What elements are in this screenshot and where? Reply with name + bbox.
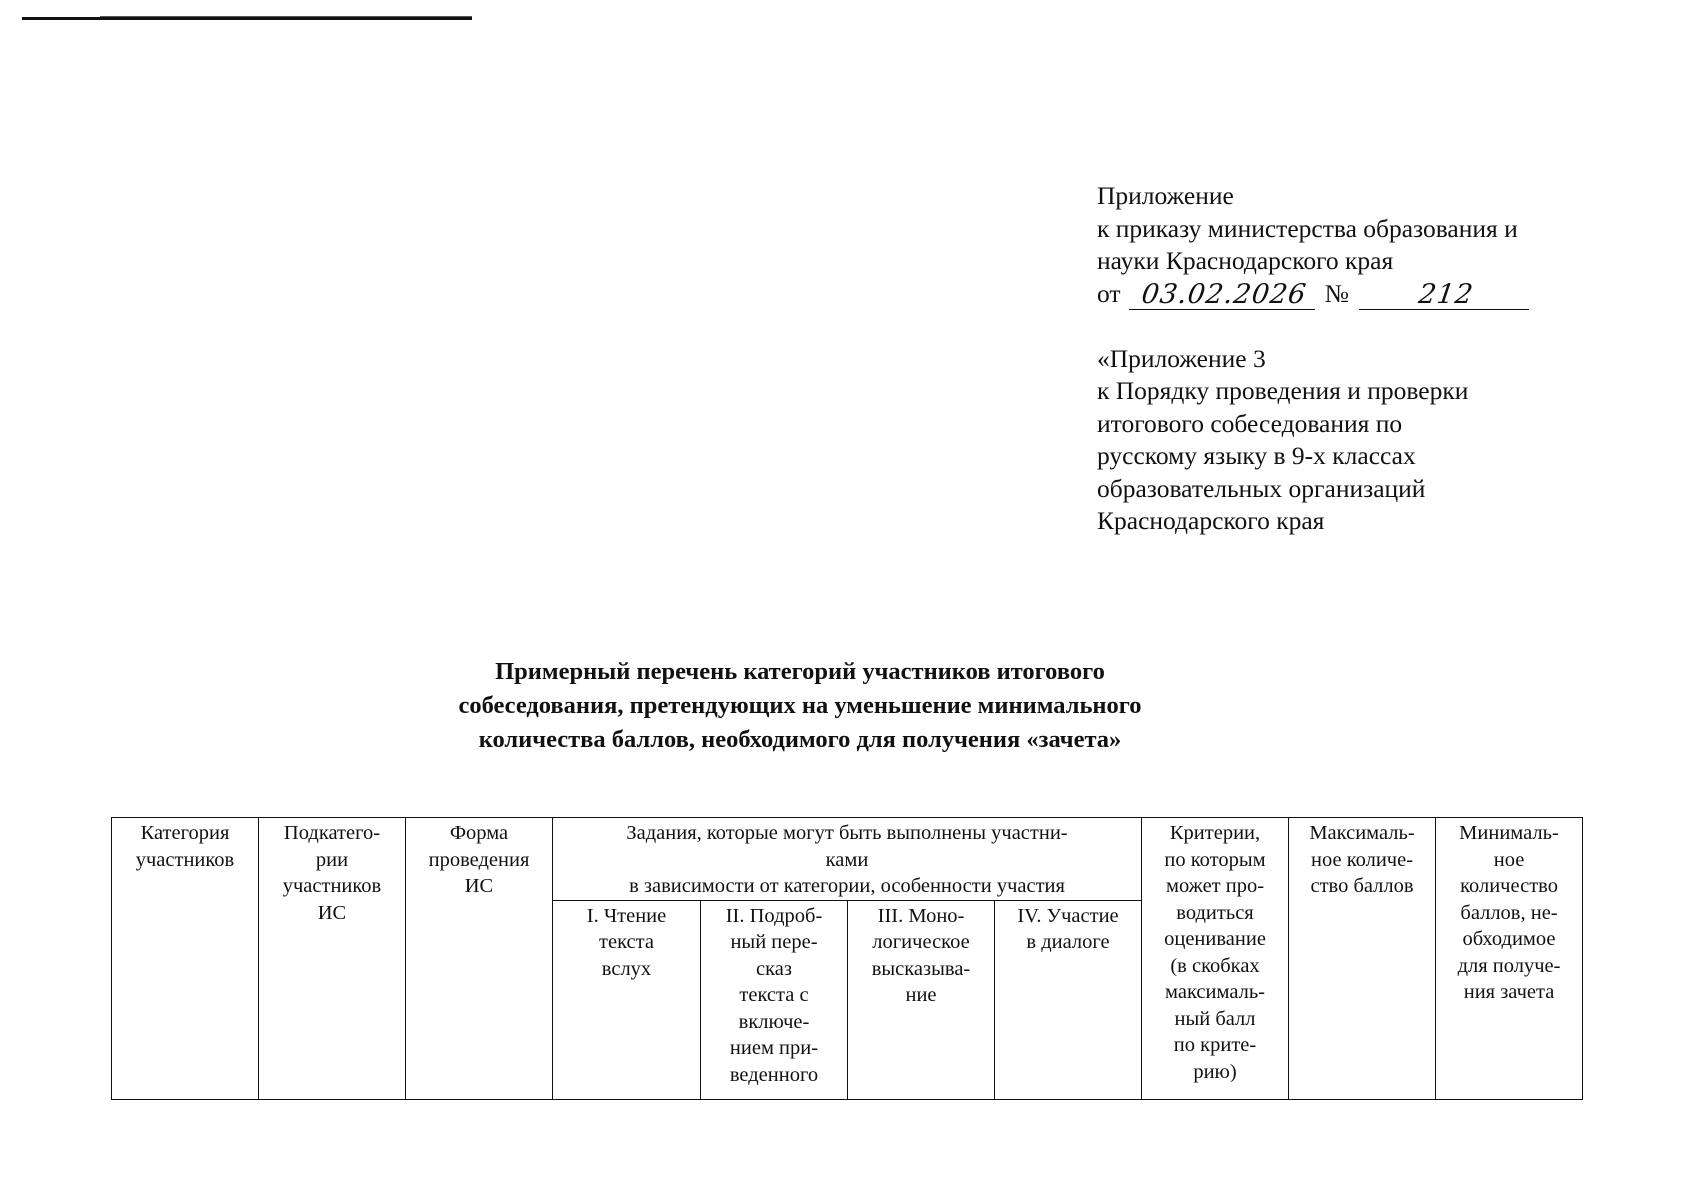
header-text: баллов, не- [1460, 901, 1558, 924]
header-task-retelling [701, 900, 848, 1100]
header-text: участников [135, 848, 235, 871]
header-text: текста с [739, 984, 809, 1006]
header-text: включе- [738, 1010, 810, 1033]
header-category [112, 818, 259, 1100]
header-text: по которым [1164, 848, 1266, 871]
annex-date-number-line [1097, 278, 1657, 311]
header-text: текста [599, 931, 654, 953]
header-text: III. Моно- [877, 904, 965, 927]
categories-table [111, 817, 1583, 1100]
annex3-line: образовательных организаций [1097, 473, 1426, 503]
annex-spacer [1097, 310, 1657, 343]
top-header-rule-thin [100, 16, 472, 17]
annex-number-sign: № [1324, 278, 1349, 308]
handwritten-date: 03.02.2026 [1129, 281, 1319, 310]
top-header-rule [22, 17, 472, 20]
header-text: Подкатего- [283, 822, 381, 844]
header-text: высказыва- [871, 957, 971, 980]
header-text: водиться [1176, 901, 1254, 924]
document-title-line: количества баллов, необходимого для получения «зачета» [478, 726, 1122, 753]
header-text: ный пере- [730, 931, 818, 953]
annex3-line: к Порядку проведения и проверки [1097, 376, 1469, 405]
header-text: ство баллов [1310, 875, 1414, 897]
header-text: по крите- [1173, 1034, 1257, 1056]
header-subcategory [259, 818, 406, 1100]
annex3-title: «Приложение 3 [1097, 343, 1266, 373]
document-title-line: Примерный перечень категорий участников итогового [495, 658, 1105, 685]
header-text: IV. Участие [1017, 904, 1119, 927]
header-text: рию) [1193, 1060, 1237, 1083]
header-text: Минималь- [1459, 822, 1559, 844]
header-task-dialogue [995, 900, 1142, 1100]
header-task-monologue [848, 900, 995, 1100]
header-text: обходимое [1462, 928, 1556, 950]
annex-date-prefix: от [1097, 278, 1121, 308]
header-text: ками [825, 848, 869, 871]
header-text: ние [905, 984, 937, 1006]
header-text: участников [282, 875, 382, 897]
header-form [406, 818, 553, 1100]
header-text: I. Чтение [586, 904, 667, 927]
header-text: максималь- [1165, 981, 1265, 1003]
header-max-score [1289, 818, 1436, 1100]
header-text: проведения [428, 848, 530, 871]
header-tasks [553, 818, 1142, 901]
annex-ministry-line: науки Краснодарского края [1097, 246, 1394, 275]
header-text: Максималь- [1309, 822, 1415, 844]
annex3-line: русскому языку в 9-х классах [1097, 441, 1416, 470]
header-text: рии [315, 848, 349, 871]
header-text: вслух [601, 957, 652, 980]
header-text: (в скобках [1170, 954, 1260, 977]
header-text: может про- [1165, 875, 1265, 897]
header-text: нием при- [729, 1037, 819, 1059]
annex-title: Приложение [1097, 181, 1234, 210]
header-text: ное количе- [1311, 848, 1414, 871]
header-task-reading [553, 900, 701, 1100]
header-text: логическое [872, 931, 970, 953]
annex-block [1097, 180, 1657, 538]
header-text: ИС [464, 875, 494, 897]
document-title [320, 655, 1280, 757]
header-text: ное [1493, 848, 1525, 871]
document-title-line: собеседования, претендующих на уменьшение минимального [458, 692, 1142, 719]
header-text: ИС [317, 901, 347, 924]
header-text: Задания, которые могут быть выполнены участни- [626, 822, 1068, 844]
header-text: II. Подроб- [725, 904, 823, 927]
header-min-score [1436, 818, 1583, 1100]
header-text: количество [1460, 875, 1558, 897]
annex3-line: итогового собеседования по [1097, 408, 1403, 438]
header-text: оценивание [1164, 928, 1266, 950]
header-text: в зависимости от категории, особенности участия [629, 875, 1065, 897]
annex3-line: Краснодарского края [1097, 506, 1325, 535]
header-text: Категория [140, 822, 230, 844]
header-criteria [1142, 818, 1289, 1100]
header-text: Форма [449, 822, 509, 844]
header-text: в диалоге [1026, 931, 1110, 953]
annex-order-line: к приказу министерства образования и [1097, 213, 1518, 243]
handwritten-number: 212 [1359, 281, 1533, 310]
header-text: для получе- [1457, 954, 1561, 977]
header-text: Критерии, [1169, 822, 1261, 844]
header-text: ния зачета [1463, 981, 1555, 1003]
header-text: сказ [756, 957, 792, 980]
header-text: веденного [729, 1063, 819, 1086]
header-text: ный балл [1174, 1007, 1256, 1030]
